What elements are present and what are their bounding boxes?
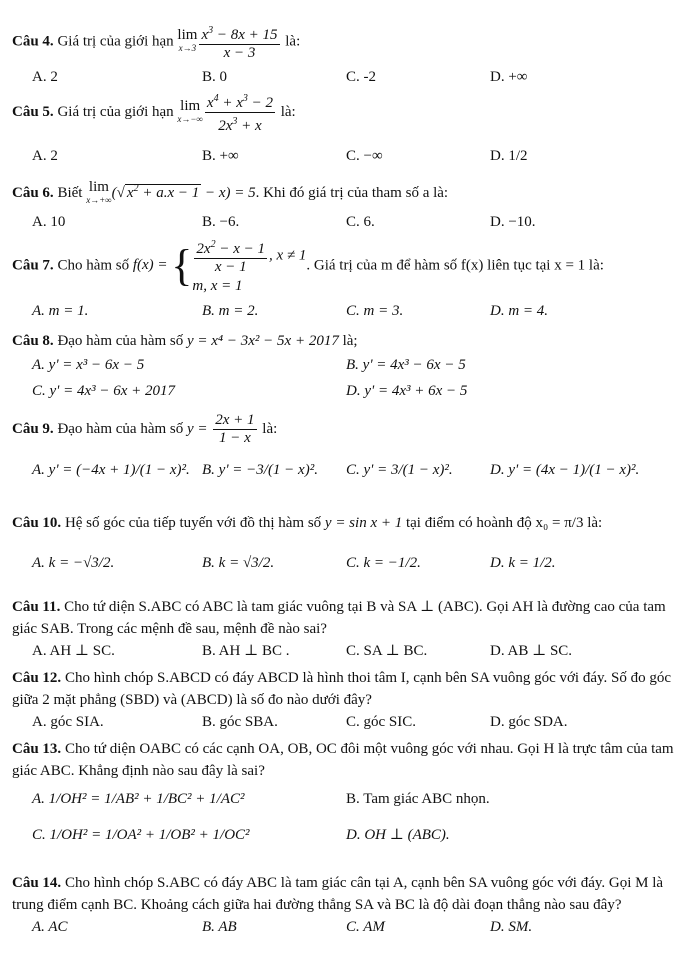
option-d[interactable]: D. +∞ xyxy=(490,69,528,85)
option-d[interactable]: D. OH ⊥ (ABC). xyxy=(346,827,450,843)
option-b[interactable]: B. góc SBA. xyxy=(202,714,278,730)
question-text: Cho tứ diện OABC có các cạnh OA, OB, OC đôi một vuông góc với nhau. Gọi H là trực tâm của tam giác ABC. Khẳng định nào sau đây là sai? xyxy=(12,741,674,779)
question-tail: tại điểm có hoành độ x₀ = π/3 là: xyxy=(405,515,603,531)
option-b[interactable]: B. AB xyxy=(202,919,237,935)
option-a[interactable]: A. AC xyxy=(32,919,68,935)
option-a[interactable]: A. y' = x³ − 6x − 5 xyxy=(32,357,145,373)
question-label: Câu 11. xyxy=(12,599,61,615)
option-b[interactable]: B. 0 xyxy=(202,69,228,85)
question-label: Câu 4. xyxy=(12,33,54,50)
option-a[interactable]: A. góc SIA. xyxy=(32,714,104,730)
question-label: Câu 12. xyxy=(12,670,62,686)
question-text: Giá trị của giới hạn xyxy=(57,103,174,120)
question-text: Cho hình chóp S.ABC có đáy ABC là tam giác cân tại A, cạnh bên SA vuông góc với đáy. Gọi M là trung điểm cạnh BC. Khoảng cách giữa hai đường thẳng SA và BC là độ dài đoạn thẳng nào sau đây? xyxy=(12,875,664,913)
question-11 xyxy=(12,596,690,664)
option-d[interactable]: D. k = 1/2. xyxy=(490,555,556,571)
option-a[interactable]: A. m = 1. xyxy=(32,303,89,319)
option-c[interactable]: C. 1/OH² = 1/OA² + 1/OB² + 1/OC² xyxy=(32,827,250,843)
option-d[interactable]: D. y' = 4x³ + 6x − 5 xyxy=(346,383,468,399)
option-c[interactable]: C. góc SIC. xyxy=(346,714,417,730)
question-label: Câu 9. xyxy=(12,420,54,437)
question-4 xyxy=(12,22,690,90)
option-c[interactable]: C. k = −1/2. xyxy=(346,555,421,571)
question-14 xyxy=(12,872,690,940)
question-tail: là: xyxy=(285,33,301,50)
question-label: Câu 10. xyxy=(12,515,62,531)
option-c[interactable]: C. SA ⊥ BC. xyxy=(346,643,428,659)
option-d[interactable]: D. SM. xyxy=(490,919,533,935)
option-a[interactable]: A. y' = (−4x + 1)/(1 − x)². xyxy=(32,462,190,478)
option-b[interactable]: B. AH ⊥ BC . xyxy=(202,643,290,659)
question-expression: f(x) = { $\frac{2x^2 - x - 1}{x - 1}$ , x ≠ 1 m, x = 1 xyxy=(133,257,307,273)
question-13 xyxy=(12,738,690,848)
question-text: Hệ số góc của tiếp tuyến với đồ thị hàm số xyxy=(64,515,322,531)
option-c[interactable]: C. y' = 3/(1 − x)². xyxy=(346,462,453,478)
question-text: Đạo hàm của hàm số xyxy=(57,420,184,437)
option-d[interactable]: D. góc SDA. xyxy=(490,714,568,730)
question-expression: lim x→3 $\frac{x^3 - 8x + 15}{x - 3}$ xyxy=(177,33,281,49)
question-tail: . Giá trị của m để hàm số f(x) liên tục tại x = 1 là: xyxy=(306,257,604,274)
question-expression: lim x→+∞ (√ $x^2 + a.x - 1 - x) = 5$ xyxy=(86,178,256,205)
question-9 xyxy=(12,412,690,483)
question-tail: . Khi đó giá trị của tham số a là: xyxy=(255,185,449,201)
option-d[interactable]: D. y' = (4x − 1)/(1 − x)². xyxy=(490,462,640,478)
option-d[interactable]: D. −10. xyxy=(490,213,536,230)
question-expression: y = sin x + 1 xyxy=(324,515,403,531)
option-a[interactable]: A. 1/OH² = 1/AB² + 1/BC² + 1/AC² xyxy=(32,791,245,807)
option-b[interactable]: B. y' = 4x³ − 6x − 5 xyxy=(346,357,466,373)
question-text: Giá trị của giới hạn xyxy=(57,33,174,50)
question-text: Biết xyxy=(57,185,83,201)
question-6 xyxy=(12,178,690,235)
option-c[interactable]: C. AM xyxy=(346,919,385,935)
option-c[interactable]: C. -2 xyxy=(346,69,376,85)
question-label: Câu 5. xyxy=(12,103,54,120)
question-label: Câu 7. xyxy=(12,257,54,274)
question-10 xyxy=(12,512,690,576)
question-tail: là: xyxy=(280,103,296,120)
question-expression: y = x⁴ − 3x² − 5x + 2017 xyxy=(186,333,339,349)
question-tail: là: xyxy=(262,420,278,437)
option-a[interactable]: A. 2 xyxy=(32,69,58,85)
question-label: Câu 14. xyxy=(12,875,62,891)
question-label: Câu 6. xyxy=(12,185,54,201)
question-tail: là; xyxy=(342,333,358,349)
question-text: Cho hàm số xyxy=(57,257,130,274)
option-a[interactable]: A. 10 xyxy=(32,213,66,230)
question-text: Đạo hàm của hàm số xyxy=(57,333,184,349)
question-12 xyxy=(12,667,690,735)
option-b[interactable]: B. Tam giác ABC nhọn. xyxy=(346,791,490,807)
question-text: Cho tứ diện S.ABC có ABC là tam giác vuông tại B và SA ⊥ (ABC). Gọi AH là đường cao của tam giác SAB. Trong các mệnh đề sau, mệnh đề nào sai? xyxy=(12,599,666,637)
option-c[interactable]: C. −∞ xyxy=(346,148,383,164)
option-d[interactable]: D. AB ⊥ SC. xyxy=(490,643,573,659)
option-d[interactable]: D. m = 4. xyxy=(490,303,549,319)
option-a[interactable]: A. 2 xyxy=(32,148,58,164)
option-b[interactable]: B. +∞ xyxy=(202,148,239,164)
option-a[interactable]: A. AH ⊥ SC. xyxy=(32,643,115,659)
option-b[interactable]: B. k = √3/2. xyxy=(202,555,275,571)
question-label: Câu 13. xyxy=(12,741,62,757)
question-8 xyxy=(12,330,690,404)
option-b[interactable]: B. −6. xyxy=(202,213,240,230)
question-label: Câu 8. xyxy=(12,333,54,349)
option-c[interactable]: C. 6. xyxy=(346,213,375,230)
option-b[interactable]: B. y' = −3/(1 − x)². xyxy=(202,462,318,478)
option-c[interactable]: C. y' = 4x³ − 6x + 2017 xyxy=(32,383,176,399)
option-a[interactable]: A. k = −√3/2. xyxy=(32,555,115,571)
option-d[interactable]: D. 1/2 xyxy=(490,148,528,164)
option-c[interactable]: C. m = 3. xyxy=(346,303,404,319)
question-text: Cho hình chóp S.ABCD có đáy ABCD là hình thoi tâm I, cạnh bên SA vuông góc với đáy. Số đo góc giữa 2 mặt phẳng (SBD) và (ABCD) là số đo nào dưới đây? xyxy=(12,670,672,708)
question-expression: lim x→−∞ $\frac{x^4 + x^3 - 2}{2x^3 + x}$ xyxy=(177,104,277,120)
option-b[interactable]: B. m = 2. xyxy=(202,303,259,319)
question-expression: y = $\frac{2x + 1}{1 - x}$ xyxy=(186,412,255,446)
question-7 xyxy=(12,236,690,324)
question-5 xyxy=(12,90,690,169)
